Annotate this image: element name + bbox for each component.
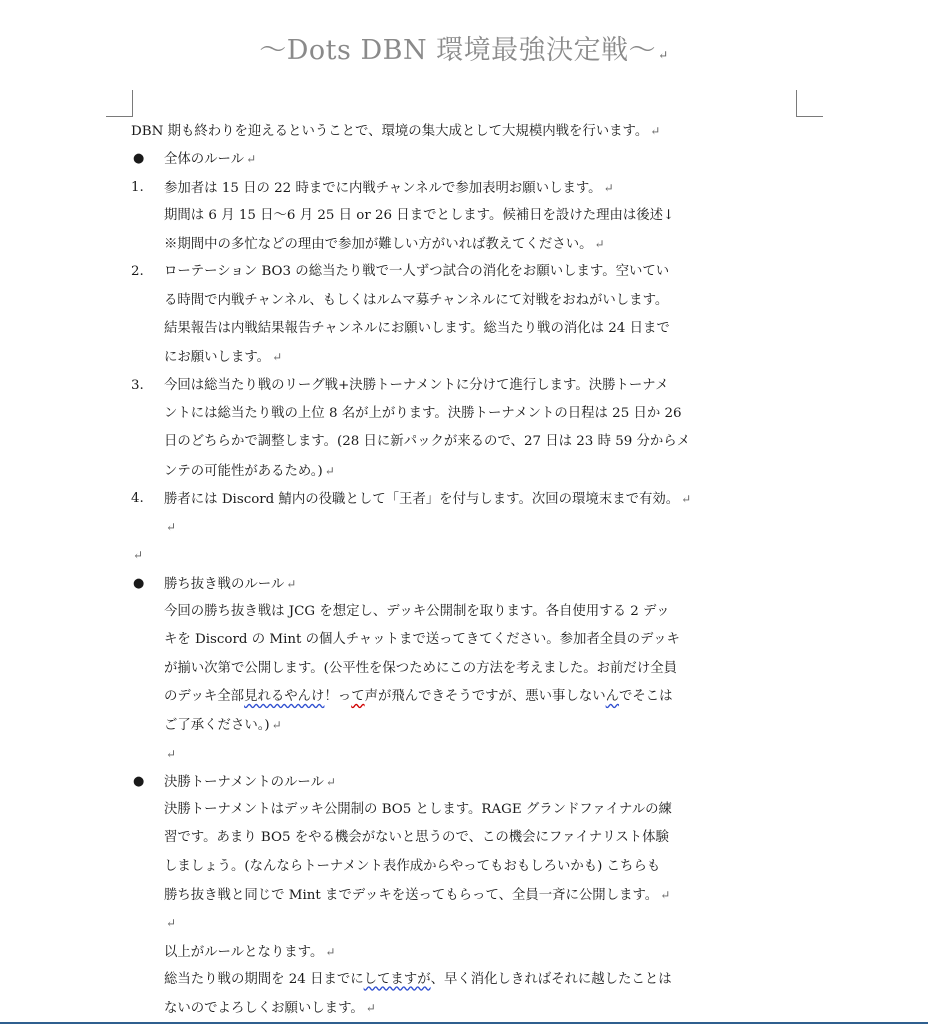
rule-2-line: 2. ローテーション BO3 の総当たり戦で一人ずつ試合の消化をお願いします。空いてい	[131, 264, 670, 280]
gauntlet-line: ご了承ください。) ↵	[164, 718, 282, 734]
rule-3-line: 3. 今回は総当たり戦のリーグ戦+決勝トーナメントに分けて進行します。決勝トーナメ	[131, 377, 669, 393]
page-corner-mark-right	[796, 90, 823, 117]
finals-line: 勝ち抜き戦と同じで Mint までデッキを送ってもらって、全員一斉に公開します。 ↵	[164, 888, 671, 904]
spelling-underline[interactable]: て	[351, 688, 365, 704]
document-body[interactable]	[131, 117, 811, 1023]
section-heading-overall: ● 全体のルール ↵	[133, 151, 257, 168]
empty-paragraph: ↵	[166, 746, 177, 761]
rule-3-line: 日のどちらかで調整します。(28 日に新パックが来るので、27 日は 23 時 59 分からメ	[164, 434, 691, 450]
finals-line: 習です。あまり BO5 をやる機会がないと思うので、この機会にファイナリスト体験	[164, 830, 669, 846]
gauntlet-line: のデッキ全部見れるやんけ！って声が飛んできそうですが、悪い事しないんでそこは	[164, 688, 673, 704]
grammar-underline[interactable]: 見れるやんけ	[244, 688, 325, 704]
finals-line: しましょう。(なんならトーナメント表作成からやってもおもしろいかも) こちらも	[164, 858, 661, 874]
gauntlet-line: キを Discord の Mint の個人チャットまで送ってきてください。参加者全員のデッキ	[164, 632, 680, 648]
empty-paragraph: ↵	[166, 520, 177, 535]
gauntlet-line: 今回の勝ち抜き戦は JCG を想定し、デッキ公開制を取ります。各自使用する 2 デッ	[164, 604, 670, 620]
gauntlet-line: が揃い次第で公開します。(公平性を保つためにこの方法を考えました。お前だけ全員	[164, 660, 677, 676]
closing-line: ないのでよろしくお願いします。 ↵	[164, 1001, 376, 1017]
page-corner-mark-left	[106, 90, 133, 117]
grammar-underline[interactable]: してますが	[363, 971, 431, 987]
rule-2-line: にお願いします。 ↵	[164, 350, 283, 366]
rule-3-line: ンテの可能性があるため。) ↵	[164, 463, 335, 479]
grammar-underline[interactable]: ん	[605, 688, 620, 704]
rule-1-line: 期間は 6 月 15 日～6 月 25 日 or 26 日までとします。候補日を設けた理由は後述↓	[164, 207, 675, 223]
rule-1-line: ※期間中の多忙などの理由で参加が難しい方がいれば教えてください。 ↵	[164, 237, 605, 253]
rule-2-line: 結果報告は内戦結果報告チャンネルにお願いします。総当たり戦の消化は 24 日まで	[164, 321, 670, 337]
closing-line: 総当たり戦の期間を 24 日までにしてますが、早く消化しきればそれに越したことは	[164, 971, 672, 987]
closing-line: 以上がルールとなります。 ↵	[164, 944, 336, 960]
rule-3-line: ントには総当たり戦の上位 8 名が上がります。決勝トーナメントの日程は 25 日か 26	[164, 405, 682, 421]
section-heading-gauntlet: ● 勝ち抜き戦のルール ↵	[133, 575, 297, 592]
finals-line: 決勝トーナメントはデッキ公開制の BO5 とします。RAGE グランドファイナルの練	[164, 802, 672, 818]
empty-paragraph: ↵	[166, 916, 177, 931]
section-heading-finals: ● 決勝トーナメントのルール ↵	[133, 773, 336, 790]
rule-4-line: 4. 勝者には Discord 鯖内の役職として「王者」を付与します。次回の環境末まで有効。 ↵	[131, 490, 692, 507]
intro-paragraph: DBN 期も終わりを迎えるということで、環境の集大成として大規模内戦を行います。 ↵	[131, 124, 661, 139]
rule-1-line: 1. 参加者は 15 日の 22 時までに内戦チャンネルで参加表明お願いします。 ↵	[131, 179, 614, 196]
empty-paragraph: ↵	[133, 548, 144, 563]
rule-2-line: る時間で内戦チャンネル、もしくはルムマ募チャンネルにて対戦をおねがいします。	[164, 292, 669, 308]
document-title: ～Dots DBN 環境最強決定戦～ ↵	[259, 35, 669, 66]
